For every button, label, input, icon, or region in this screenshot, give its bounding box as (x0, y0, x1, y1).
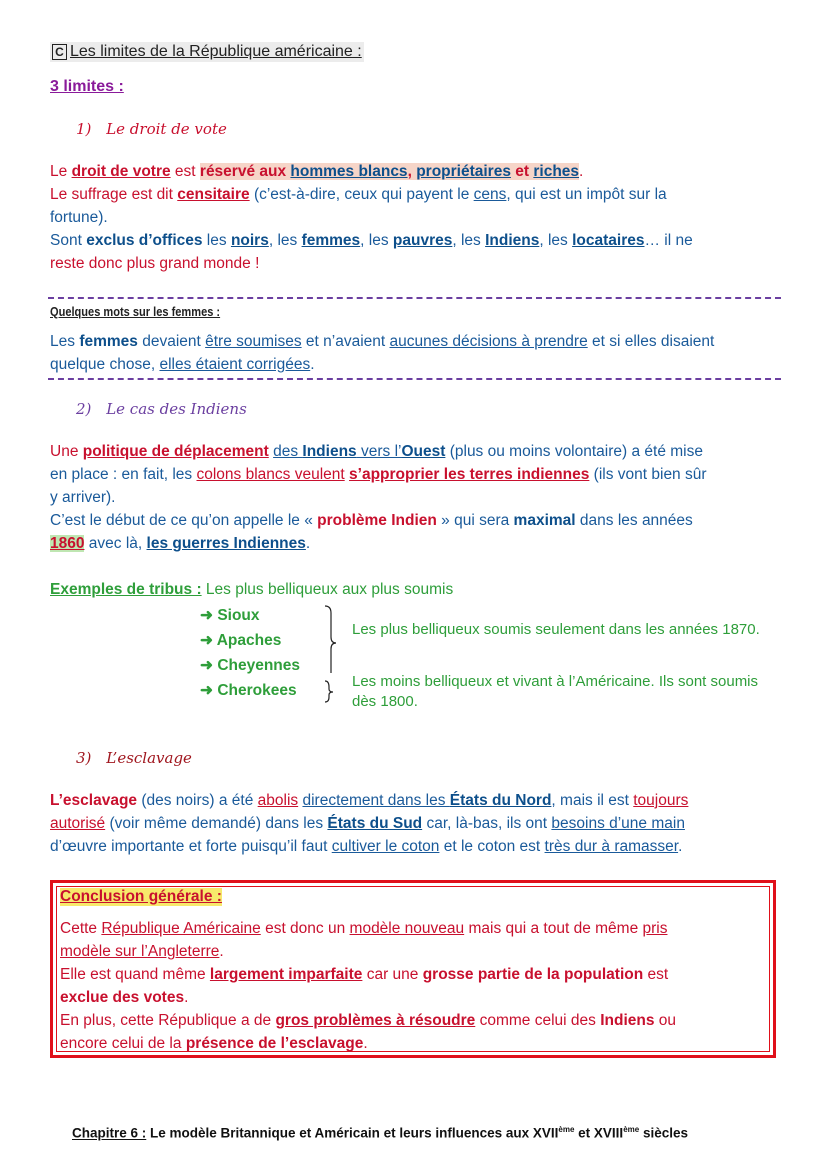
text: présence de l’esclavage (185, 1035, 364, 1052)
text: est (643, 966, 669, 983)
text: ème (558, 1125, 575, 1134)
section2-paragraph2 (50, 509, 790, 555)
text: noirs (230, 232, 269, 249)
text: République Américaine (101, 920, 261, 937)
text: Une (50, 443, 83, 460)
text: cultiver le coton (331, 838, 440, 855)
text: est donc un (260, 920, 350, 937)
tribe-item (200, 678, 300, 703)
text: États du Sud (327, 815, 423, 832)
text: . (579, 163, 584, 180)
text: C’est le début de ce qu’on appelle le « (50, 512, 318, 529)
arrow-right-icon: ➜ (200, 657, 213, 674)
tribes-list (200, 603, 300, 703)
text: car une (362, 966, 423, 983)
text: , les (360, 232, 393, 249)
text: » qui sera (436, 512, 514, 529)
footer-chapter: Chapitre 6 : (72, 1125, 147, 1141)
conclusion-text (60, 917, 770, 1055)
text: . (184, 989, 189, 1006)
text: Cette (60, 920, 102, 937)
text: femmes (301, 232, 361, 249)
text: mais qui a tout de même (464, 920, 643, 937)
text: Elle est quand même (60, 966, 210, 983)
text: vers l’ (356, 443, 402, 460)
text: cens (473, 186, 507, 203)
limits-count: 3 limites : (50, 78, 124, 95)
text: . (310, 356, 315, 373)
heading-letter-box: C (52, 44, 67, 60)
text: Les (50, 333, 80, 350)
tribes-note2: Les moins belliqueux et vivant à l’Américaine. Ils sont soumis dès 1800. (352, 673, 759, 710)
section3-title-text: L’esclavage (106, 749, 192, 767)
section1-title-text: Le droit de vote (106, 120, 227, 138)
text: car, là-bas, ils ont (422, 815, 552, 832)
text: Sont (50, 232, 87, 249)
text: (voir même demandé) dans les (105, 815, 328, 832)
text: et le coton est (439, 838, 545, 855)
text: être soumises (205, 333, 302, 350)
text: Le modèle Britannique et Américain et leurs influences aux XVII (146, 1125, 559, 1141)
text: . (678, 838, 683, 855)
text: ème (623, 1125, 640, 1134)
text: Indiens (302, 443, 357, 460)
text: L’esclavage (50, 792, 138, 809)
women-box-title: Quelques mots sur les femmes : (50, 304, 221, 319)
text: Exemples de tribus : (50, 581, 202, 598)
section2-title-text: Le cas des Indiens (106, 400, 247, 418)
text: censitaire (177, 186, 250, 203)
text: reste donc plus grand monde ! (50, 255, 260, 272)
text: encore celui de la (60, 1035, 186, 1052)
text: États du Nord (449, 792, 552, 809)
text: colons blancs veulent (196, 466, 345, 483)
text: réservé aux (199, 163, 291, 180)
women-box-top-divider (48, 297, 781, 299)
text: , les (268, 232, 302, 249)
text: Le suffrage est dit (50, 186, 178, 203)
text: modèle sur l’Angleterre (60, 943, 220, 960)
women-box-text (50, 330, 790, 376)
text: Cheyennes (217, 657, 301, 674)
section2-paragraph1 (50, 440, 790, 509)
text: largement imparfaite (209, 966, 363, 983)
text: grosse partie de la population (422, 966, 644, 983)
text: , (407, 163, 417, 180)
text: toujours (633, 792, 689, 809)
section1-paragraph1 (50, 160, 790, 183)
text: propriétaires (416, 163, 511, 180)
text: directement dans les (302, 792, 450, 809)
text: Cherokees (217, 682, 297, 699)
text: riches (533, 163, 580, 180)
section1-paragraph2 (50, 183, 790, 229)
tribes-note1: Les plus belliqueux soumis seulement dans les années 1870. (352, 621, 760, 638)
section2-number: 2) (76, 400, 92, 418)
text: siècles (639, 1125, 688, 1141)
text: et si elles disaient (587, 333, 715, 350)
text: , mais il est (551, 792, 634, 809)
text: et XVIII (574, 1125, 624, 1141)
text: gros problèmes à résoudre (275, 1012, 476, 1029)
text: est (170, 163, 200, 180)
text: exclue des votes (60, 989, 185, 1006)
text: et (510, 163, 534, 180)
text: , qui est un impôt sur la (506, 186, 667, 203)
text: autorisé (50, 815, 106, 832)
brace-icon (322, 603, 338, 703)
text: ou (654, 1012, 677, 1029)
text: Indiens (485, 232, 540, 249)
text: , les (452, 232, 486, 249)
section1-number: 1) (76, 120, 92, 138)
section3-number: 3) (76, 749, 92, 767)
section3-paragraph (50, 789, 790, 858)
text: modèle nouveau (349, 920, 465, 937)
text: exclus d’offices (86, 232, 203, 249)
text: d’œuvre importante et forte puisqu’il faut (50, 838, 332, 855)
section2-title (76, 400, 247, 418)
women-box-bottom-divider (48, 378, 781, 380)
text: devaient (137, 333, 206, 350)
text: quelque chose, (50, 356, 160, 373)
arrow-right-icon: ➜ (200, 682, 213, 699)
text: . (363, 1035, 368, 1052)
text: les (202, 232, 231, 249)
text: hommes blancs (290, 163, 408, 180)
text: dans les années (575, 512, 693, 529)
section3-title (76, 749, 192, 767)
text: fortune). (50, 209, 108, 226)
tribe-item (200, 653, 300, 678)
text: Sioux (217, 607, 260, 624)
text: En plus, cette République a de (60, 1012, 276, 1029)
text: droit de votre (71, 163, 171, 180)
text: très dur à ramasser (544, 838, 679, 855)
text: femmes (79, 333, 138, 350)
tribe-item (200, 603, 300, 628)
tribe-item (200, 628, 300, 653)
text: aucunes décisions à prendre (389, 333, 588, 350)
conclusion-title: Conclusion générale : (60, 888, 222, 905)
text: abolis (257, 792, 299, 809)
section-heading (50, 42, 364, 62)
text: des (273, 443, 303, 460)
page-footer (72, 1125, 688, 1141)
text: pauvres (392, 232, 453, 249)
text: besoins d’une main (551, 815, 685, 832)
text: avec là, (84, 535, 147, 552)
text: politique de déplacement (82, 443, 269, 460)
text: . (305, 535, 311, 552)
text: comme celui des (475, 1012, 601, 1029)
text: . (219, 943, 224, 960)
section1-paragraph3 (50, 229, 790, 275)
heading-title: Les limites de la République américaine : (70, 43, 362, 60)
text: et n’avaient (301, 333, 390, 350)
arrow-right-icon: ➜ (200, 607, 213, 624)
text: … il ne (644, 232, 693, 249)
text: Le (50, 163, 72, 180)
tribes-examples-line (50, 578, 790, 601)
text: Ouest (401, 443, 446, 460)
text: 1860 (50, 535, 85, 552)
text: (c’est-à-dire, ceux qui payent le (249, 186, 474, 203)
text: elles étaient corrigées (159, 356, 311, 373)
arrow-right-icon: ➜ (200, 632, 213, 649)
text: maximal (513, 512, 576, 529)
text: problème Indien (317, 512, 437, 529)
text: (des noirs) a été (137, 792, 258, 809)
section1-title (76, 120, 227, 138)
text: Indiens (600, 1012, 655, 1029)
text: les guerres Indiennes (146, 535, 306, 552)
text: Les plus belliqueux aux plus soumis (201, 581, 454, 598)
text: en place : en fait, les (50, 466, 197, 483)
text: locataires (572, 232, 645, 249)
text: (ils vont bien sûr (589, 466, 707, 483)
text: Apaches (216, 632, 282, 649)
text: (plus ou moins volontaire) a été mise (445, 443, 703, 460)
text: , les (539, 232, 573, 249)
text: pris (642, 920, 668, 937)
text: y arriver). (50, 489, 116, 506)
text: s’approprier les terres indiennes (349, 466, 590, 483)
